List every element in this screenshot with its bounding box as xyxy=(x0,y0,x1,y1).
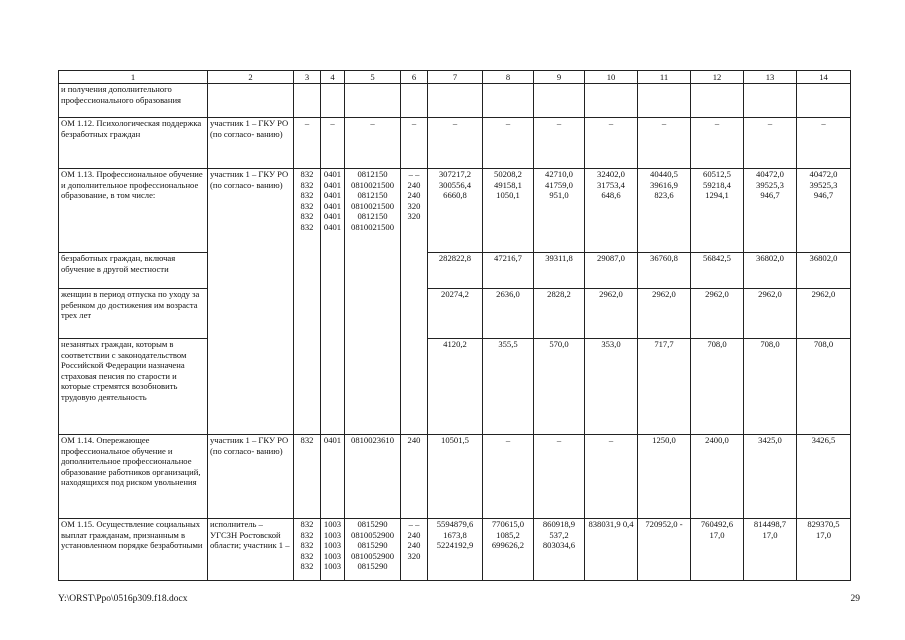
code-cell: 1003 1003 1003 1003 1003 xyxy=(321,519,345,581)
value-cell: 5594879,6 1673,8 5224192,9 xyxy=(428,519,483,581)
code-cell: 0401 xyxy=(321,435,345,519)
col-header: 9 xyxy=(534,71,585,84)
value-cell: 56842,5 xyxy=(691,253,744,289)
executor-cell: участник 1 – ГКУ РО (по согласо- ванию) xyxy=(208,118,294,169)
value-cell: 60512,5 59218,4 1294,1 xyxy=(691,169,744,253)
table-row xyxy=(59,339,851,435)
value-cell: 708,0 xyxy=(797,339,851,435)
col-header: 14 xyxy=(797,71,851,84)
value-cell: 3425,0 xyxy=(744,435,797,519)
value-cell xyxy=(534,84,585,118)
value-cell: 2828,2 xyxy=(534,289,585,339)
value-cell: 40440,5 39616,9 823,6 xyxy=(638,169,691,253)
value-cell: 36802,0 xyxy=(797,253,851,289)
value-cell: – xyxy=(585,118,638,169)
value-cell: 708,0 xyxy=(744,339,797,435)
measure-name: безработных граждан, включая обучение в другой местности xyxy=(59,253,208,289)
value-cell: 708,0 xyxy=(691,339,744,435)
table-row xyxy=(59,289,851,339)
value-cell: 2962,0 xyxy=(744,289,797,339)
code-cell: 832 832 832 832 832 xyxy=(294,519,321,581)
value-cell xyxy=(744,84,797,118)
value-cell: 4120,2 xyxy=(428,339,483,435)
code-cell: – xyxy=(321,118,345,169)
value-cell: 40472,0 39525,3 946,7 xyxy=(797,169,851,253)
value-cell: 32402,0 31753,4 648,6 xyxy=(585,169,638,253)
value-cell xyxy=(797,84,851,118)
code-cell: – – 240 240 320 xyxy=(401,519,428,581)
col-header: 3 xyxy=(294,71,321,84)
table-row xyxy=(59,169,851,253)
code-cell: – xyxy=(345,118,401,169)
value-cell: 1250,0 xyxy=(638,435,691,519)
executor-cell: участник 1 – ГКУ РО (по согласо- ванию) xyxy=(208,435,294,519)
value-cell: – xyxy=(744,118,797,169)
code-cell xyxy=(401,84,428,118)
code-cell xyxy=(345,84,401,118)
value-cell: 10501,5 xyxy=(428,435,483,519)
value-cell xyxy=(483,84,534,118)
table-row xyxy=(59,118,851,169)
value-cell: 814498,7 17,0 xyxy=(744,519,797,581)
col-header: 2 xyxy=(208,71,294,84)
code-cell: – – 240 240 320 320 xyxy=(401,169,428,435)
code-cell xyxy=(321,84,345,118)
value-cell: 829370,5 17,0 xyxy=(797,519,851,581)
code-cell: 0810023610 xyxy=(345,435,401,519)
code-cell: 0812150 0810021500 0812150 0810021500 0812150 0810021500 xyxy=(345,169,401,435)
value-cell: 50208,2 49158,1 1050,1 xyxy=(483,169,534,253)
value-cell xyxy=(691,84,744,118)
code-cell: 832 832 832 832 832 832 xyxy=(294,169,321,435)
value-cell: 3426,5 xyxy=(797,435,851,519)
table-row xyxy=(59,435,851,519)
value-cell: 717,7 xyxy=(638,339,691,435)
value-cell: 2636,0 xyxy=(483,289,534,339)
value-cell: 2962,0 xyxy=(797,289,851,339)
value-cell: 42710,0 41759,0 951,0 xyxy=(534,169,585,253)
value-cell: – xyxy=(691,118,744,169)
value-cell: 2962,0 xyxy=(638,289,691,339)
value-cell xyxy=(428,84,483,118)
value-cell: 29087,0 xyxy=(585,253,638,289)
value-cell xyxy=(638,84,691,118)
code-cell: 0401 0401 0401 0401 0401 0401 xyxy=(321,169,345,435)
value-cell: 353,0 xyxy=(585,339,638,435)
executor-cell: участник 1 – ГКУ РО (по согласо- ванию) xyxy=(208,169,294,435)
value-cell: – xyxy=(797,118,851,169)
col-header: 10 xyxy=(585,71,638,84)
code-cell: 240 xyxy=(401,435,428,519)
value-cell: 2400,0 xyxy=(691,435,744,519)
value-cell: – xyxy=(585,435,638,519)
executor-cell: исполнитель – УГСЗН Ростовской области; участник 1 – xyxy=(208,519,294,581)
code-cell: 0815290 0810052900 0815290 0810052900 0815290 xyxy=(345,519,401,581)
col-header: 5 xyxy=(345,71,401,84)
value-cell: – xyxy=(534,118,585,169)
value-cell: 720952,0 - xyxy=(638,519,691,581)
value-cell: 47216,7 xyxy=(483,253,534,289)
code-cell: – xyxy=(401,118,428,169)
value-cell: 282822,8 xyxy=(428,253,483,289)
value-cell: – xyxy=(483,118,534,169)
value-cell: 307217,2 300556,4 6660,8 xyxy=(428,169,483,253)
value-cell: – xyxy=(638,118,691,169)
value-cell: – xyxy=(534,435,585,519)
col-header: 7 xyxy=(428,71,483,84)
measure-name: и получения дополнительного профессионального образования xyxy=(59,84,208,118)
value-cell: 36802,0 xyxy=(744,253,797,289)
table-row xyxy=(59,519,851,581)
col-header: 6 xyxy=(401,71,428,84)
col-header: 8 xyxy=(483,71,534,84)
col-header: 1 xyxy=(59,71,208,84)
code-cell: – xyxy=(294,118,321,169)
value-cell: 36760,8 xyxy=(638,253,691,289)
measure-name: ОМ 1.12. Психологическая поддержка безработных граждан xyxy=(59,118,208,169)
col-header: 4 xyxy=(321,71,345,84)
code-cell: 832 xyxy=(294,435,321,519)
value-cell: 860918,9 537,2 803034,6 xyxy=(534,519,585,581)
value-cell: 838031,9 0,4 xyxy=(585,519,638,581)
value-cell: 570,0 xyxy=(534,339,585,435)
value-cell: 39311,8 xyxy=(534,253,585,289)
executor-cell xyxy=(208,84,294,118)
value-cell: 40472,0 39525,3 946,7 xyxy=(744,169,797,253)
value-cell xyxy=(585,84,638,118)
measure-name: ОМ 1.13. Профессиональное обучение и дополнительное профессиональное образование, в том числе: xyxy=(59,169,208,253)
value-cell: – xyxy=(428,118,483,169)
value-cell: 2962,0 xyxy=(585,289,638,339)
value-cell: – xyxy=(483,435,534,519)
value-cell: 355,5 xyxy=(483,339,534,435)
code-cell xyxy=(294,84,321,118)
value-cell: 770615,0 1085,2 699626,2 xyxy=(483,519,534,581)
program-table xyxy=(58,70,851,581)
table-row xyxy=(59,84,851,118)
measure-name: женщин в период отпуска по уходу за ребенком до достижения им возраста трех лет xyxy=(59,289,208,339)
col-header: 11 xyxy=(638,71,691,84)
value-cell: 20274,2 xyxy=(428,289,483,339)
measure-name: незанятых граждан, которым в соответствии с законодательством Российской Федерации назначена страховая пенсия по старости и которые стремятся возобновить трудовую деятельность xyxy=(59,339,208,435)
measure-name: ОМ 1.15. Осуществление социальных выплат гражданам, признанным в установленном порядке безработными xyxy=(59,519,208,581)
footer-file-path: Y:\ORST\Ppo\0516p309.f18.docx xyxy=(58,594,188,604)
value-cell: 2962,0 xyxy=(691,289,744,339)
header-row xyxy=(59,71,851,84)
measure-name: ОМ 1.14. Опережающее профессиональное обучение и дополнительное профессиональное образование работников организаций, находящихся под риском увольнения xyxy=(59,435,208,519)
col-header: 13 xyxy=(744,71,797,84)
table-row xyxy=(59,253,851,289)
page-number: 29 xyxy=(850,594,860,604)
value-cell: 760492,6 17,0 xyxy=(691,519,744,581)
col-header: 12 xyxy=(691,71,744,84)
